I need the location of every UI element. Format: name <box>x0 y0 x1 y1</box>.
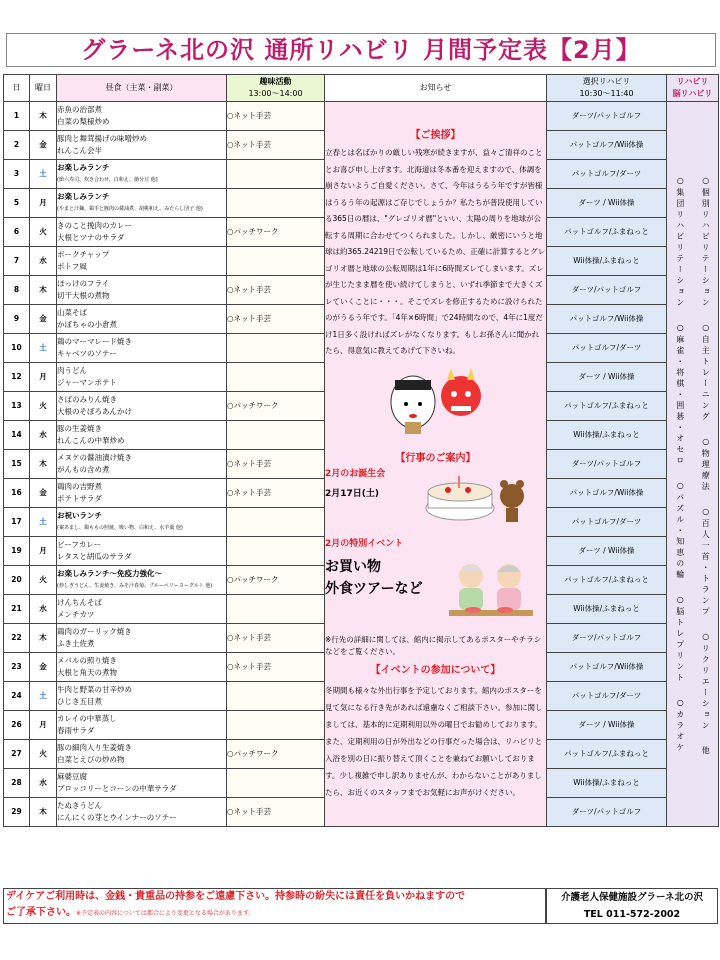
lunch-cell <box>57 334 227 363</box>
lunch-main: メバルの照り焼き <box>57 656 117 665</box>
lunch-side: レタスと胡瓜のサラダ <box>57 552 132 561</box>
lunch-side: ブロッコリーとコーンの中華サラダ <box>57 784 177 793</box>
notice-panel <box>325 102 547 827</box>
table-row <box>4 102 719 131</box>
col-header-lunch: 昼食（主菜・副菜） <box>57 75 227 102</box>
lunch-main: けんちんそば <box>57 598 102 607</box>
footer-notice <box>3 888 546 924</box>
lunch-main: お楽しみランチ <box>57 192 110 201</box>
weekday-cell: 土 <box>30 160 57 189</box>
other-label: 他 <box>701 745 711 757</box>
day-cell: 9 <box>4 305 30 334</box>
puzzle-label: ○パズル・知恵の輪 <box>675 480 685 581</box>
elderly-couple-icon <box>443 556 539 630</box>
activity-cell: ○ネット手芸 <box>227 450 325 479</box>
lunch-main: ほっけのフライ <box>57 279 110 288</box>
lunch-main: 麻婆豆腐 <box>57 772 87 781</box>
footer-line1: デイケアご利用時は、金銭・貴重品の持参をご遠慮下さい。持参時の紛失には責任を負いかねますので <box>6 891 466 902</box>
lunch-main: 鶏肉のガーリック焼き <box>57 627 132 636</box>
footer-line2: ご了承下さい。※予定表の内容については都合により変更となる場合があります。 <box>6 907 255 918</box>
activity-cell <box>227 421 325 450</box>
lunch-side: (炒しぎうどん、生姜焼き、みそ汁春菊、ブルーベリーヨーグルト 他) <box>57 583 213 589</box>
day-cell: 3 <box>4 160 30 189</box>
day-cell: 28 <box>4 769 30 798</box>
weekday-cell: 金 <box>30 653 57 682</box>
col-header-rehab: 選択リハビリ 10:30～11:40 <box>547 75 667 102</box>
individual-col-1 <box>674 176 686 757</box>
weekday-cell: 水 <box>30 595 57 624</box>
activity-cell <box>227 682 325 711</box>
rehab-cell: ダーツ/パットゴルフ <box>547 450 667 479</box>
lunch-side: 大根と角天の煮物 <box>57 668 117 677</box>
weekday-cell: 木 <box>30 276 57 305</box>
rehab-cell: ダーツ/パットゴルフ <box>547 276 667 305</box>
lunch-cell <box>57 798 227 827</box>
lunch-main: カレイの中華蒸し <box>57 714 117 723</box>
activity-cell: ○ネット手芸 <box>227 102 325 131</box>
weekday-cell: 火 <box>30 392 57 421</box>
join-text: 冬期間も様々な外出行事を予定しております。館内のポスターを見て気になる行き先があれば遠慮なくご相談下さい。参加に関しましては、基本的に定期利用以外の曜日でお勧めしております。また、定期利用の日が外出などの行事だった場合は、リハビリと入浴を別の日に振り替えて頂くことを兼ねてお願いしております。少し複雑で申し訳ありませんが、わからないことがありましたら、お近くのスタッフまでお気軽にお声がけください。 <box>325 685 543 797</box>
col-header-individual: リハビリ 脳リハビリ <box>667 75 719 102</box>
lunch-cell <box>57 160 227 189</box>
activity-cell <box>227 769 325 798</box>
recreation-label: ○リクリエーション <box>701 631 711 732</box>
rehab-cell: パットゴルフ/ダーツ <box>547 334 667 363</box>
lunch-cell <box>57 711 227 740</box>
individual-col-2 <box>699 176 711 757</box>
activity-cell: ○パッチワーク <box>227 218 325 247</box>
karaoke-label: ○カラオケ <box>675 697 685 754</box>
day-cell: 12 <box>4 363 30 392</box>
physical-therapy-label: ○物理療法 <box>701 436 711 493</box>
lunch-side: れんこんの中華炒め <box>57 436 125 445</box>
day-cell: 15 <box>4 450 30 479</box>
cake-icon <box>420 468 530 528</box>
lunch-side: がんもの含め煮 <box>57 465 110 474</box>
page-title: グラーネ北の沢 通所リハビリ 月間予定表【2月】 <box>81 36 641 64</box>
special-line1: お買い物 <box>325 558 381 575</box>
group-rehab-label: ○集団リハビリテーション <box>675 175 685 309</box>
weekday-cell: 水 <box>30 247 57 276</box>
lunch-cell <box>57 479 227 508</box>
day-cell: 27 <box>4 740 30 769</box>
lunch-cell <box>57 595 227 624</box>
tel-number: TEL 011-572-2002 <box>583 909 681 920</box>
day-cell: 2 <box>4 131 30 160</box>
lunch-cell <box>57 131 227 160</box>
lunch-cell <box>57 305 227 334</box>
self-training-label: ○自主トレーニング <box>701 322 711 423</box>
special-line2: 外食ツアーなど <box>325 580 423 597</box>
day-cell: 24 <box>4 682 30 711</box>
day-cell: 17 <box>4 508 30 537</box>
day-cell: 1 <box>4 102 30 131</box>
activity-cell: ○パッチワーク <box>227 392 325 421</box>
org-name: 介護老人保健施設グラーネ北の沢 <box>560 892 704 903</box>
lunch-side: ポトフ風 <box>57 262 87 271</box>
rehab-cell: パットゴルフ/ダーツ <box>547 682 667 711</box>
weekday-cell: 金 <box>30 131 57 160</box>
weekday-cell: 月 <box>30 189 57 218</box>
birthday-block <box>325 468 546 538</box>
activity-cell <box>227 189 325 218</box>
lunch-main: 鶏肉の吉野煮 <box>57 482 102 491</box>
rehab-cell: Wii体操/ふまねっと <box>547 769 667 798</box>
lunch-main: ビーフカレー <box>57 540 102 549</box>
activity-cell <box>227 537 325 566</box>
events-title: 【行事のご案内】 <box>395 452 476 464</box>
lunch-side: メンチカツ <box>57 610 95 619</box>
day-cell: 14 <box>4 421 30 450</box>
weekday-cell: 金 <box>30 305 57 334</box>
lunch-cell <box>57 769 227 798</box>
lunch-side: 白菜の梨様炒め <box>57 117 110 126</box>
rehab-cell: パットゴルフ/Wii体操 <box>547 653 667 682</box>
lunch-main: お楽しみランチ～免疫力強化～ <box>57 569 162 578</box>
activity-cell: ○ネット手芸 <box>227 798 325 827</box>
activity-cell <box>227 595 325 624</box>
weekday-cell: 火 <box>30 740 57 769</box>
day-cell: 29 <box>4 798 30 827</box>
birthday-title: 2月のお誕生会 <box>325 468 386 479</box>
lunch-main: たぬきうどん <box>57 801 102 810</box>
lunch-side: ふき土佐煮 <box>57 639 95 648</box>
weekday-cell: 木 <box>30 798 57 827</box>
lunch-main: ポークチャップ <box>57 250 110 259</box>
lunch-main: 豚の生姜焼き <box>57 424 102 433</box>
rehab-cell: パットゴルフ/Wii体操 <box>547 479 667 508</box>
weekday-cell: 土 <box>30 682 57 711</box>
setsubun-illustration <box>325 366 546 440</box>
lunch-cell <box>57 740 227 769</box>
rehab-cell: ダーツ / Wii体操 <box>547 189 667 218</box>
day-cell: 20 <box>4 566 30 595</box>
rehab-cell: パットゴルフ/ふまねっと <box>547 566 667 595</box>
lunch-cell <box>57 450 227 479</box>
join-title: 【イベントの参加について】 <box>370 664 501 676</box>
lunch-cell <box>57 508 227 537</box>
activity-cell: ○ネット手芸 <box>227 479 325 508</box>
lunch-cell <box>57 653 227 682</box>
lunch-side: にんにくの芽とウインナーのソテー <box>57 813 177 822</box>
day-cell: 23 <box>4 653 30 682</box>
lunch-side: (節六寿司、炊き合わせ、白和え、節分豆 他) <box>57 177 158 183</box>
col-header-activity: 趣味活動 13:00～14:00 <box>227 75 325 102</box>
activity-cell <box>227 160 325 189</box>
weekday-cell: 月 <box>30 537 57 566</box>
lunch-main: 豚の細肉入り生姜焼き <box>57 743 132 752</box>
lunch-main: お祝いランチ <box>57 511 102 520</box>
lunch-cell <box>57 102 227 131</box>
rehab-cell: ダーツ/パットゴルフ <box>547 624 667 653</box>
weekday-cell: 月 <box>30 363 57 392</box>
rehab-cell: ダーツ/パットゴルフ <box>547 102 667 131</box>
title-box <box>6 33 716 67</box>
lunch-main: 鶏のマーマレード焼き <box>57 337 132 346</box>
lunch-main: きのこと挽肉のカレー <box>57 221 132 230</box>
weekday-cell: 金 <box>30 479 57 508</box>
col-header-notice: お知らせ <box>325 75 547 102</box>
weekday-cell: 木 <box>30 450 57 479</box>
lunch-side: 白菜とえびの炒め物 <box>57 755 125 764</box>
special-note: ※行先の詳細に関しては、館内に掲示してあるポスターやチラシなどをご覧ください。 <box>325 634 542 656</box>
lunch-main: 肉うどん <box>57 366 87 375</box>
greeting-title: 【ご挨拶】 <box>410 130 461 142</box>
lunch-main: 山菜そば <box>57 308 87 317</box>
lunch-cell <box>57 218 227 247</box>
rehab-cell: ダーツ / Wii体操 <box>547 537 667 566</box>
activity-cell <box>227 508 325 537</box>
weekday-cell: 土 <box>30 508 57 537</box>
day-cell: 19 <box>4 537 30 566</box>
lunch-main: さばのみりん焼き <box>57 395 117 404</box>
rehab-cell: ダーツ / Wii体操 <box>547 711 667 740</box>
day-cell: 10 <box>4 334 30 363</box>
weekday-cell: 水 <box>30 769 57 798</box>
weekday-cell: 火 <box>30 566 57 595</box>
rehab-cell: Wii体操/ふまねっと <box>547 595 667 624</box>
lunch-side: 大根のそぼろあんかけ <box>57 407 132 416</box>
day-cell: 22 <box>4 624 30 653</box>
lunch-side: ポテトサラダ <box>57 494 102 503</box>
day-cell: 21 <box>4 595 30 624</box>
rehab-cell: パットゴルフ/Wii体操 <box>547 305 667 334</box>
lunch-cell <box>57 624 227 653</box>
schedule-table <box>3 74 719 827</box>
activity-cell: ○ネット手芸 <box>227 653 325 682</box>
lunch-main: お楽しみランチ <box>57 163 110 172</box>
individual-panel <box>667 102 719 827</box>
lunch-main: メヌケの醤油漬け焼き <box>57 453 132 462</box>
special-title: 2月の特別イベント <box>325 538 404 549</box>
weekday-cell: 木 <box>30 624 57 653</box>
weekday-cell: 火 <box>30 218 57 247</box>
rehab-cell: パットゴルフ/ダーツ <box>547 508 667 537</box>
activity-cell: ○ネット手芸 <box>227 276 325 305</box>
rehab-cell: パットゴルフ/ダーツ <box>547 160 667 189</box>
lunch-side: ひじき五目煮 <box>57 697 102 706</box>
footer-contact <box>546 888 718 924</box>
col-header-weekday: 曜日 <box>30 75 57 102</box>
weekday-cell: 木 <box>30 102 57 131</box>
rehab-cell: Wii体操/ふまねっと <box>547 421 667 450</box>
lunch-main: 豚肉と舞茸揚げの味噌炒め <box>57 134 147 143</box>
lunch-cell <box>57 421 227 450</box>
lunch-side: 切干大根の煮物 <box>57 291 110 300</box>
karuta-label: ○百人一首・トランプ <box>701 506 711 618</box>
lunch-cell <box>57 566 227 595</box>
weekday-cell: 土 <box>30 334 57 363</box>
day-cell: 26 <box>4 711 30 740</box>
activity-cell <box>227 363 325 392</box>
activity-cell: ○パッチワーク <box>227 740 325 769</box>
activity-cell: ○ネット手芸 <box>227 305 325 334</box>
activity-cell: ○ネット手芸 <box>227 624 325 653</box>
rehab-cell: パットゴルフ/ふまねっと <box>547 740 667 769</box>
day-cell: 7 <box>4 247 30 276</box>
lunch-cell <box>57 537 227 566</box>
activity-cell: ○パッチワーク <box>227 566 325 595</box>
activity-cell <box>227 247 325 276</box>
lunch-cell <box>57 363 227 392</box>
mahjong-label: ○麻雀・将棋・囲碁・オセロ <box>675 322 685 467</box>
oni-okame-icon <box>381 366 491 436</box>
individual-rehab-label: ○個別リハビリテーション <box>701 175 711 309</box>
rehab-cell: ダーツ/パットゴルフ <box>547 798 667 827</box>
weekday-cell: 水 <box>30 421 57 450</box>
lunch-cell <box>57 682 227 711</box>
birthday-date: 2月17日(土) <box>325 488 380 499</box>
lunch-side: (案あまし、鶏ももの照焼、吸い物、白和え、水羊羹 他) <box>57 525 183 531</box>
day-cell: 8 <box>4 276 30 305</box>
col-header-day: 日 <box>4 75 30 102</box>
rehab-cell: ダーツ / Wii体操 <box>547 363 667 392</box>
lunch-side: (やまと汁麺、鶏手と豚肉の醤油煮、胡桃和え、みたらし団子 他) <box>57 206 203 212</box>
weekday-cell: 月 <box>30 711 57 740</box>
activity-cell <box>227 711 325 740</box>
greeting-text: 立春とは名ばかりの厳しい残寒が続きますが、益々ご清祥のこととお喜び申し上げます。北海道は冬本番を迎えますので、体調を崩さないようご自愛ください。さて、今年はうるう年ですが皆様はうるう年の起源はご存じでしょうか？私たちが普段使用している365日の暦は、"グレゴリオ暦"といい、太陽の周りを地球が公転する周期に合わせてつくられました。しかし、厳密にいうと地球は約365.24219日で公転しているため、正確に計算するとグレゴリオ暦と地球の公転周期は1年に6時間ズレてしまいます。ズレが生じたまま暦を使い続けてしまうと、いずれ季節まで大きくズレていくことに・・・。そこでズレを修正するために設けられたのがうるう年です。「4年×6時間」で24時間なので、4年に1度だけ1日多く設ければズレがなくなります。もしお孫さんに聞かれたら、得意気に教えてあげて下さいね。 <box>325 148 546 356</box>
day-cell: 16 <box>4 479 30 508</box>
lunch-cell <box>57 276 227 305</box>
brain-print-label: ○脳トレプリント <box>675 594 685 684</box>
lunch-main: 牛肉と野菜の甘辛炒め <box>57 685 132 694</box>
rehab-cell: パットゴルフ/ふまねっと <box>547 218 667 247</box>
activity-cell <box>227 334 325 363</box>
lunch-side: ジャーマンポテト <box>57 378 117 387</box>
lunch-cell <box>57 392 227 421</box>
lunch-cell <box>57 189 227 218</box>
activity-cell: ○ネット手芸 <box>227 131 325 160</box>
special-block <box>325 556 546 634</box>
rehab-cell: パットゴルフ/Wii体操 <box>547 131 667 160</box>
lunch-side: れんこん会半 <box>57 146 102 155</box>
rehab-cell: Wii体操/ふまねっと <box>547 247 667 276</box>
lunch-side: キャベツのソテー <box>57 349 117 358</box>
lunch-side: かぼちゃの小倉煮 <box>57 320 117 329</box>
lunch-main: 赤魚の治部煮 <box>57 105 102 114</box>
day-cell: 5 <box>4 189 30 218</box>
day-cell: 6 <box>4 218 30 247</box>
day-cell: 13 <box>4 392 30 421</box>
lunch-cell <box>57 247 227 276</box>
rehab-cell: パットゴルフ/ふまねっと <box>547 392 667 421</box>
lunch-side: 春雨サラダ <box>57 726 95 735</box>
lunch-side: 大根とツナのサラダ <box>57 233 125 242</box>
